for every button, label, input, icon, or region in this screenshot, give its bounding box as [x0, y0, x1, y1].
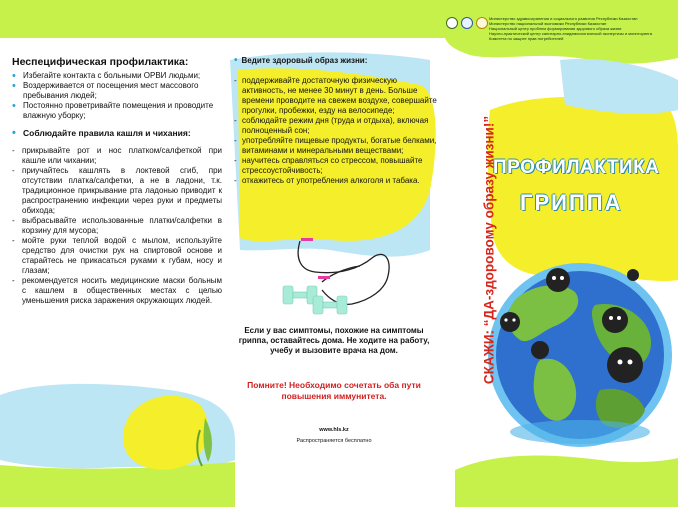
lifestyle-title: Ведите здоровый образ жизни: [241, 56, 368, 65]
cough-rule: - рекомендуется носить медицинские маски больным с кашлем в общественных местах с целью уменьшения риска заражения окружающих людей. [12, 276, 222, 306]
lime-blob-bottom-right [455, 456, 678, 507]
website-link[interactable]: www.hls.kz [319, 427, 349, 433]
rope-handle-1 [301, 238, 313, 241]
rope-handle-2 [318, 276, 330, 279]
sky-blob-right [560, 59, 678, 114]
cough-rule: - выбрасывайте использованные платки/салфетки в корзину для мусора; [12, 216, 222, 236]
prevention-item: • Постоянно проветривайте помещения и проводите влажную уборку; [12, 101, 222, 121]
ministry-emblem-icon [446, 17, 458, 29]
ministry-line: Министерство национальной экономики Республики Казахстан [489, 21, 607, 26]
lifestyle-item: - соблюдайте режим дня (труда и отдыха), включая полноценный сон; [234, 116, 439, 136]
prevention-item: • Воздерживается от посещения мест массового пребывания людей; [12, 81, 222, 101]
symptoms-notice: Если у вас симптомы, похожие на симптомы гриппа, оставайтесь дома. Не ходите на работу, учебу и вызовите врача на дом. [238, 326, 430, 355]
lifestyle-item: - употребляйте пищевые продукты, богатые белками, витаминами и минеральными веществами; [234, 136, 439, 156]
left-title: Неспецифическая профилактика: [12, 56, 189, 68]
title-grippa: ГРИППА [520, 190, 623, 215]
slogan-vertical: СКАЖИ: “ДА-здоровому образу жизни!” [481, 115, 497, 385]
lifestyle-item: - научитесь справляться со стрессом, повышайте стрессоустойчивость; [234, 156, 439, 176]
globe-illustration [492, 267, 668, 444]
lime-blob-right-top [445, 38, 678, 64]
lifestyle-item: - поддерживайте достаточную физическую активность, не менее 30 минут в день. Больше времени проводите на свежем воздухе, совершайте прогулки, пробежки, езду на велосипеде; [234, 76, 439, 116]
lime-bottom-band [0, 462, 235, 507]
remember-notice: Помните! Необходимо сочетать оба пути повышения иммунитета. [247, 380, 421, 401]
health-center-emblem-icon [476, 17, 488, 29]
left-column [12, 56, 222, 306]
lifestyle-list [234, 76, 439, 186]
kazakhstan-emblem-icon [461, 17, 473, 29]
prevention-list [12, 71, 222, 121]
dumbbells-illustration [283, 286, 347, 314]
title-profilaktika: ПРОФИЛАКТИКА [493, 157, 660, 178]
cough-rule: - приучайтесь кашлять в локтевой сгиб, при отсутствии платка/салфетки, а не в ладони, т.к. традиционное прикрывание рта ладонью приводит к распространению инфекции через руки и предметы обихода; [12, 166, 222, 216]
ministry-line: Научно-практический центр санитарно-эпидемиологической экспертизы и мониторинга [489, 31, 652, 36]
ministry-line: Министерство здравоохранения и социального развития Республики Казахстан [489, 16, 638, 21]
cough-rule: - мойте руки теплой водой с мылом, используйте средство для очистки рук на спиртовой основе и старайтесь не прикасаться руками к губам, носу и глазам; [12, 236, 222, 276]
header-logos [446, 17, 488, 29]
cough-heading-list [12, 128, 222, 138]
prevention-item: • Избегайте контакта с больными ОРВИ людьми; [12, 71, 222, 81]
ministry-line: Национальный центр проблем формирования здорового образа жизни [489, 26, 622, 31]
bullet-icon: • [234, 55, 238, 66]
ministries-list [489, 16, 675, 41]
cough-rule: - прикрывайте рот и нос платком/салфеткой при кашле или чихании; [12, 146, 222, 166]
cough-rules-heading: • Соблюдайте правила кашля и чихания: [12, 128, 222, 138]
free-distribution-note: Распространяется бесплатно [296, 438, 372, 444]
lifestyle-heading [234, 56, 439, 66]
cough-rules-list [12, 146, 222, 306]
yellow-blob-right [488, 95, 678, 281]
middle-column [234, 56, 439, 186]
ministry-line: Комитета по защите прав потребителей [489, 36, 564, 41]
lifestyle-item: - откажитесь от употребления алкоголя и табака. [234, 176, 439, 186]
